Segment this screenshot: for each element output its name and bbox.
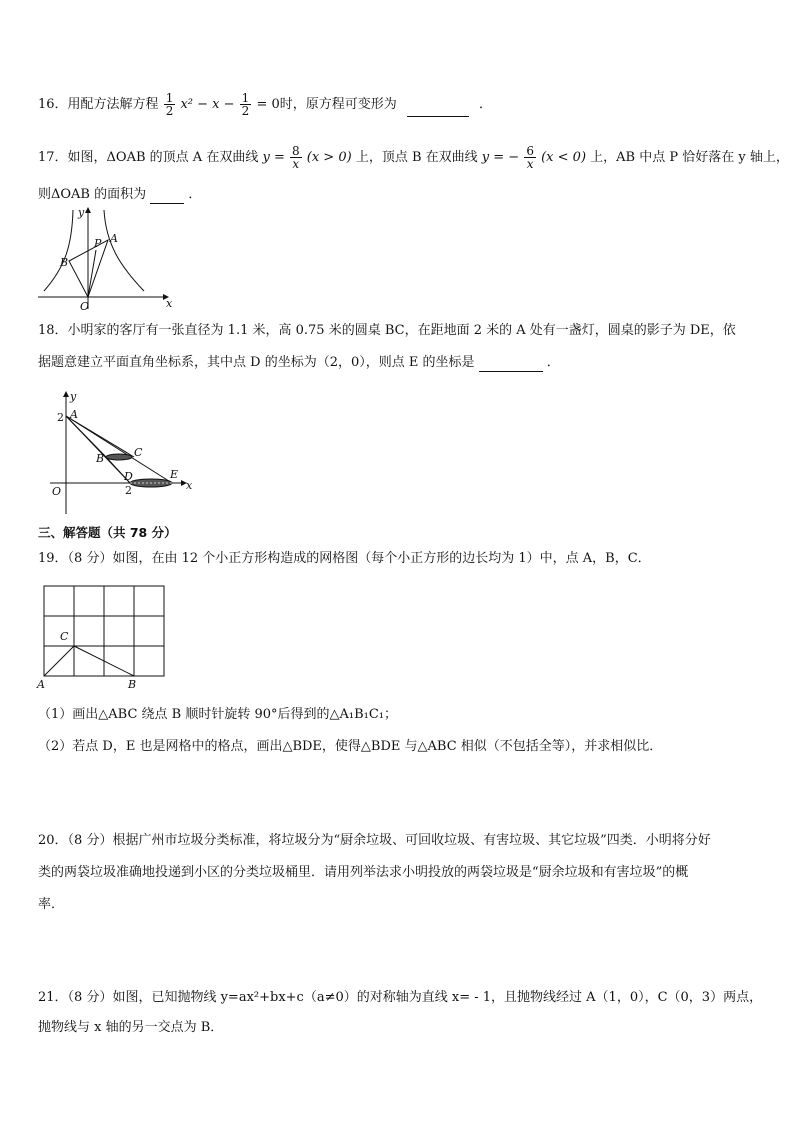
q18-fig-label-y: y [70, 390, 77, 403]
q19-fig-label-a: A [37, 678, 45, 691]
q19-fig-label-c: C [60, 630, 69, 643]
q17-fraction-1: $\frac{8}{x}$ [291, 144, 300, 171]
q18-fig-label-b: B [96, 452, 105, 465]
q16-fraction-2: $\frac{1}{2}$ [241, 91, 250, 118]
q17-answer-blank[interactable] [150, 189, 184, 204]
q17-text-b: 上，顶点 B 在双曲线 [355, 150, 478, 165]
q18-line-1: 18．小明家的客厅有一张直径为 1.1 米，高 0.75 米的圆桌 BC，在距地面 2 米的 A 处有一盏灯，圆桌的影子为 DE，依 [38, 323, 736, 338]
q17-fig-label-x: x [166, 297, 173, 310]
q16-fraction-1: $\frac{1}{2}$ [165, 91, 174, 118]
q21-line-2: 抛物线与 x 轴的另一交点为 B． [38, 1020, 224, 1035]
q18-fig-label-a: A [70, 408, 78, 421]
q17-fig-label-o: O [80, 300, 90, 313]
q20-line-2: 类的两袋垃圾准确地投递到小区的分类垃圾桶里．请用列举法求小明投放的两袋垃圾是“厨余垃圾和有害垃圾”的概 [38, 865, 689, 880]
q19-line-1: 19．（8 分）如图，在由 12 个小正方形构造成的网格图（每个小正方形的边长均为 1）中，点 A，B，C． [38, 551, 651, 566]
section-3-title: 三、解答题（共 78 分） [38, 525, 177, 540]
q17-fig-label-b: B [60, 256, 69, 269]
q16-prefix: 16．用配方法解方程 [38, 97, 159, 112]
q17-fig-label-a: A [110, 232, 118, 245]
q17-fig-label-p: P [94, 237, 102, 250]
q18-fig-label-x: x [186, 479, 193, 492]
q18-fig-label-c: C [134, 446, 143, 459]
q18-fig-label-e: E [170, 468, 179, 481]
q17-text-c: 上，AB 中点 P 恰好落在 y 轴上， [590, 150, 789, 165]
q18-fig-label-d: D [124, 470, 133, 483]
q17-text-a: 17．如图，ΔOAB 的顶点 A 在双曲线 [38, 150, 259, 165]
q16-answer-blank[interactable] [407, 102, 469, 117]
q16-line: 16．用配方法解方程 $\frac{1}{2}$ x² − x − $\frac{1}{2}$ = 0时，原方程可变形为 ． [38, 91, 493, 118]
q17-line-1: 17．如图，ΔOAB 的顶点 A 在双曲线 y = $\frac{8}{x}$ (x > 0) 上，顶点 B 在双曲线 y = − $\frac{6}{x}$ (x < 0) 上，AB 中点 P 恰好落在 y 轴上， [38, 144, 789, 171]
q19-part-2: （2）若点 D，E 也是网格中的格点，画出△BDE，使得△BDE 与△ABC 相似（不包括全等），并求相似比． [38, 739, 663, 754]
q18-fig-tick-y: 2 [57, 411, 64, 424]
q17-hyperbola-figure [36, 204, 176, 314]
q19-grid-figure [36, 582, 176, 692]
q19-part-1: （1）画出△ABC 绕点 B 顺时针旋转 90°后得到的△A₁B₁C₁； [38, 707, 398, 722]
q17-fig-label-y: y [78, 206, 85, 219]
q20-line-1: 20．（8 分）根据广州市垃圾分类标准，将垃圾分为“厨余垃圾、可回收垃圾、有害垃圾、其它垃圾”四类．小明将分好 [38, 833, 711, 848]
q18-fig-tick-x: 2 [125, 484, 132, 497]
q18-line-2: 据题意建立平面直角坐标系，其中点 D 的坐标为（2，0），则点 E 的坐标是 ． [38, 355, 560, 370]
q18-fig-label-o: O [52, 485, 62, 498]
q16-middle-term: x² − x − [180, 97, 235, 112]
q19-fig-label-b: B [128, 678, 137, 691]
q18-lamp-shadow-figure [48, 388, 208, 518]
q17-fraction-2: $\frac{6}{x}$ [526, 144, 534, 171]
q17-line-2: 则ΔOAB 的面积为 ． [38, 187, 202, 202]
q20-line-3: 率． [38, 897, 65, 912]
q16-suffix: = 0时，原方程可变形为 [256, 97, 397, 112]
q21-line-1: 21．（8 分）如图，已知抛物线 y=ax²+bx+c（a≠0）的对称轴为直线 x= - 1，且抛物线经过 A（1，0），C（0，3）两点， [38, 990, 763, 1005]
q18-answer-blank[interactable] [479, 357, 543, 372]
